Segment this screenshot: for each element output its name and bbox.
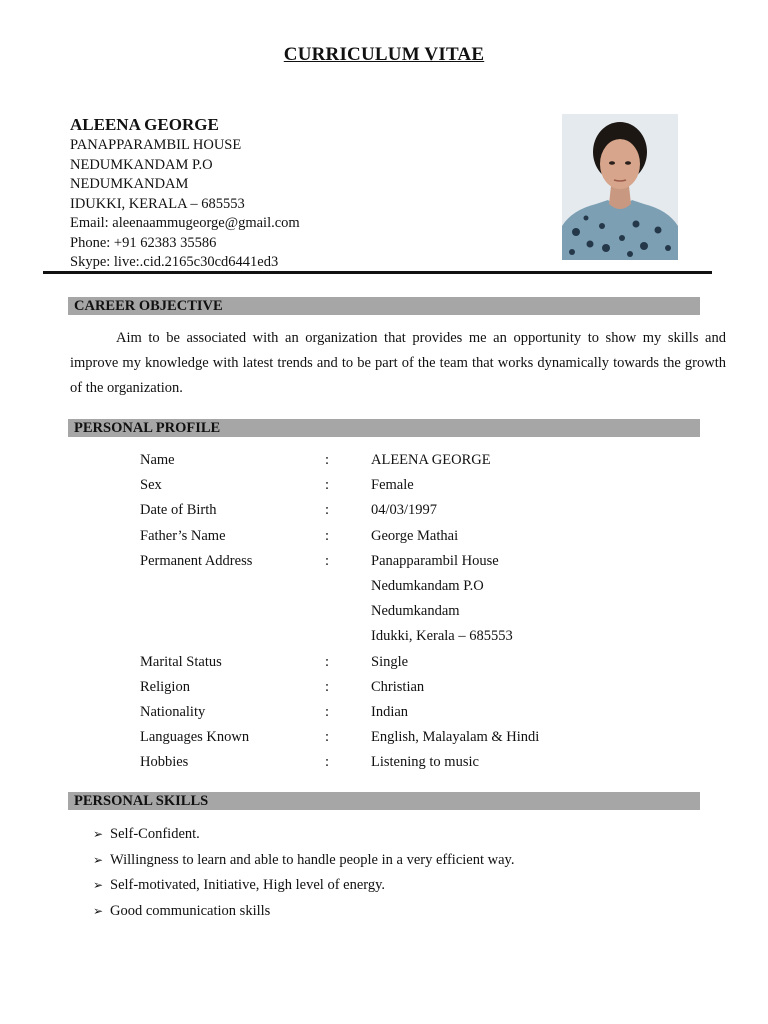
address-line-3: NEDUMKANDAM: [70, 176, 189, 192]
header-divider: [43, 271, 712, 274]
arrow-bullet-icon: ➢: [93, 827, 104, 841]
career-objective-heading: CAREER OBJECTIVE: [68, 297, 700, 315]
email-line: Email: aleenaammugeorge@gmail.com: [70, 215, 300, 231]
profile-label: Religion: [140, 678, 190, 695]
address-line-4: IDUKKI, KERALA – 685553: [70, 195, 245, 212]
arrow-bullet-icon: ➢: [93, 878, 104, 892]
candidate-name: ALEENA GEORGE: [70, 115, 219, 134]
skill-text: Good communication skills: [110, 902, 271, 919]
profile-value: 04/03/1997: [371, 502, 438, 519]
profile-label: Permanent Address: [140, 552, 253, 569]
arrow-bullet-icon: ➢: [93, 852, 104, 867]
profile-value: Panapparambil House: [371, 552, 499, 569]
address-line-1: PANAPPARAMBIL HOUSE: [70, 137, 242, 153]
profile-value: Female: [371, 477, 414, 494]
profile-separator: :: [325, 452, 330, 468]
profile-photo: [562, 114, 678, 260]
profile-label: Hobbies: [140, 754, 189, 771]
profile-label: Nationality: [140, 703, 206, 720]
personal-skills-heading: PERSONAL SKILLS: [68, 792, 700, 810]
profile-value: Single: [371, 653, 409, 670]
skill-text: Willingness to learn and able to handle people in a very efficient way.: [110, 851, 515, 868]
personal-profile-heading: PERSONAL PROFILE: [68, 419, 700, 437]
profile-label: Name: [140, 452, 175, 468]
skype-line: Skype: live:.cid.2165c30cd6441ed3: [70, 254, 279, 270]
profile-label: Date of Birth: [140, 502, 217, 519]
personal-skills-list: [93, 822, 514, 924]
phone-line: Phone: +91 62383 35586: [70, 234, 217, 251]
profile-value: Christian: [371, 678, 425, 695]
profile-label: Sex: [140, 477, 162, 494]
profile-value: Indian: [371, 703, 409, 720]
profile-separator: :: [325, 502, 330, 519]
profile-separator: :: [325, 552, 330, 569]
profile-separator: :: [325, 729, 330, 746]
profile-value: George Mathai: [371, 527, 459, 544]
profile-separator: :: [325, 703, 330, 720]
profile-value: Idukki, Kerala – 685553: [371, 628, 513, 645]
contact-header: [70, 114, 300, 273]
profile-label: Languages Known: [140, 729, 250, 746]
list-item: [93, 822, 514, 848]
profile-separator: :: [325, 653, 330, 670]
profile-value: ALEENA GEORGE: [371, 452, 491, 468]
career-objective-text: [70, 326, 726, 401]
profile-separator: :: [325, 678, 330, 695]
profile-label: Father’s Name: [140, 527, 226, 544]
profile-value: Listening to music: [371, 754, 479, 771]
profile-value: Nedumkandam P.O: [371, 577, 484, 594]
list-item: [93, 899, 514, 925]
profile-separator: :: [325, 477, 330, 494]
arrow-bullet-icon: ➢: [93, 903, 104, 918]
profile-separator: :: [325, 527, 330, 544]
profile-separator: :: [325, 754, 330, 771]
list-item: [93, 873, 514, 899]
skill-text: Self-motivated, Initiative, High level of energy.: [110, 877, 386, 893]
address-line-2: NEDUMKANDAM P.O: [70, 156, 213, 173]
document-title: CURRICULUM VITAE: [283, 44, 485, 65]
profile-value: Nedumkandam: [371, 603, 460, 620]
profile-label: Marital Status: [140, 653, 222, 670]
objective-paragraph: Aim to be associated with an organization that provides me an opportunity to show my skills and improve my knowledge with latest trends and to be part of the team that works dynamically towards the growth of the organization.: [70, 330, 726, 396]
profile-value: English, Malayalam & Hindi: [371, 729, 540, 746]
skill-text: Self-Confident.: [110, 826, 200, 842]
list-item: [93, 848, 514, 874]
